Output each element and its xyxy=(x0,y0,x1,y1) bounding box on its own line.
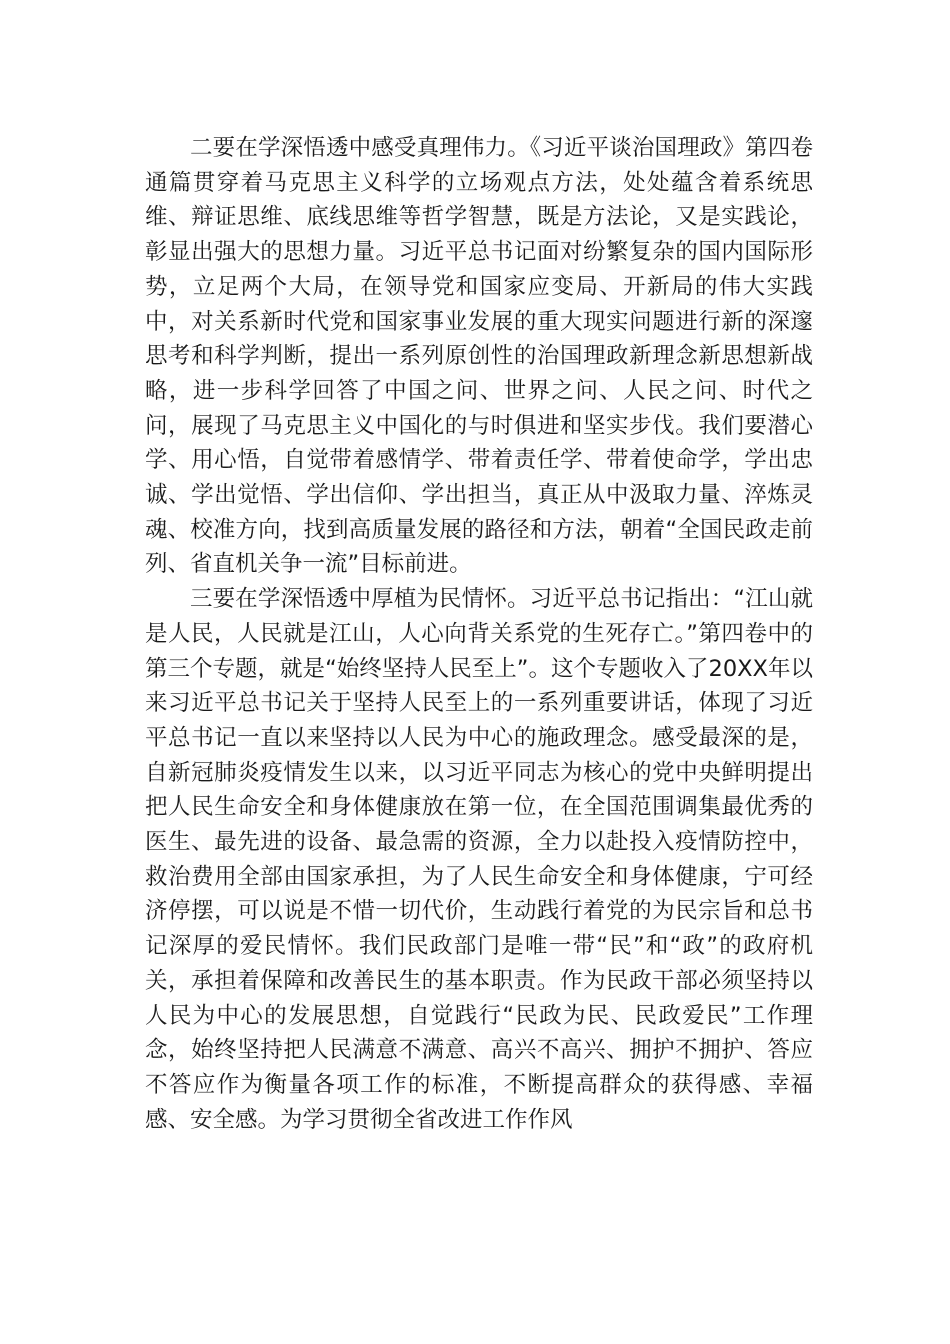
document-body xyxy=(145,131,813,1137)
paragraph-1: 二要在学深悟透中感受真理伟力。《习近平谈治国理政》第四卷通篇贯穿着马克思主义科学的立场观点方法，处处蕴含着系统思维、辩证思维、底线思维等哲学智慧，既是方法论，又是实践论，彰显出强大的思想力量。习近平总书记面对纷繁复杂的国内国际形势，立足两个大局，在领导党和国家应变局、开新局的伟大实践中，对关系新时代党和国家事业发展的重大现实问题进行新的深邃思考和科学判断，提出一系列原创性的治国理政新理念新思想新战略，进一步科学回答了中国之问、世界之问、人民之问、时代之问，展现了马克思主义中国化的与时俱进和坚实步伐。我们要潜心学、用心悟，自觉带着感情学、带着责任学、带着使命学，学出忠诚、学出觉悟、学出信仰、学出担当，真正从中汲取力量、淬炼灵魂、校准方向，找到高质量发展的路径和方法，朝着“全国民政走前列、省直机关争一流”目标前进。 xyxy=(145,135,813,578)
paragraph-2: 三要在学深悟透中厚植为民情怀。习近平总书记指出：“江山就是人民，人民就是江山，人心向背关系党的生死存亡。”第四卷中的第三个专题，就是“始终坚持人民至上”。这个专题收入了20XX年以来习近平总书记关于坚持人民至上的一系列重要讲话，体现了习近平总书记一直以来坚持以人民为中心的施政理念。感受最深的是，自新冠肺炎疫情发生以来，以习近平同志为核心的党中央鲜明提出把人民生命安全和身体健康放在第一位，在全国范围调集最优秀的医生、最先进的设备、最急需的资源，全力以赴投入疫情防控中，救治费用全部由国家承担，为了人民生命安全和身体健康，宁可经济停摆，可以说是不惜一切代价，生动践行着党的为民宗旨和总书记深厚的爱民情怀。我们民政部门是唯一带“民”和“政”的政府机关，承担着保障和改善民生的基本职责。作为民政干部必须坚持以人民为中心的发展思想，自觉践行“民政为民、民政爱民”工作理念，始终坚持把人民满意不满意、高兴不高兴、拥护不拥护、答应不答应作为衡量各项工作的标准，不断提高群众的获得感、幸福感、安全感。为学习贯彻全省改进工作作风 xyxy=(145,586,813,1133)
